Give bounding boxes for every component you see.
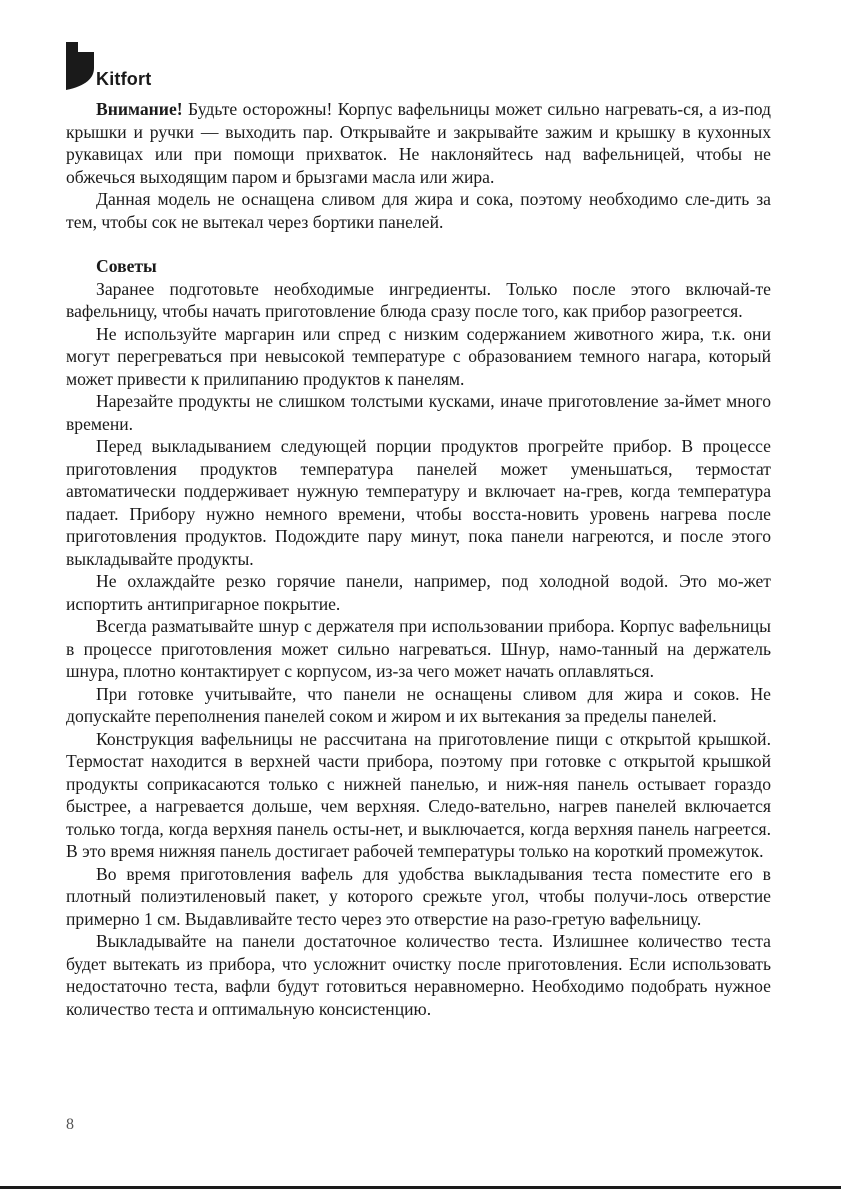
tips-paragraph: При готовке учитывайте, что панели не оснащены сливом для жира и соков. Не допускайте переполнения панелей соком и жиром и их вытекания за пределы панелей. bbox=[66, 683, 771, 726]
tips-paragraph: Перед выкладыванием следующей порции продуктов прогрейте прибор. В процессе приготовления продуктов температура панелей может уменьшаться, термостат автоматически поддерживает нужную температуру и включает на-грев, когда температура падает. Прибору нужно немного времени, чтобы восста-новить уровень нагрева после приготовления продуктов. Подождите пару минут, пока панели нагреются, и после этого выкладывайте продукты. bbox=[66, 436, 771, 569]
tips-paragraph: Во время приготовления вафель для удобства выкладывания теста поместите его в плотный полиэтиленовый пакет, у которого срежьте угол, чтобы получи-лось отверстие примерно 1 см. Выдавливайте тесто через это отверстие на разо-гретую вафельницу. bbox=[66, 863, 771, 929]
section-gap bbox=[66, 233, 771, 255]
warning-text: Будьте осторожны! Корпус вафельницы может сильно нагревать-ся, а из-под крышки и ручки — выходить пар. Открывайте и закрывайте зажим и крышку в кухонных рукавицах или при помощи прихваток. Не наклоняйтесь над вафельницей, чтобы не обжечься выходящим паром и брызгами масла или жира. bbox=[66, 99, 771, 187]
tips-paragraph: Выкладывайте на панели достаточное количество теста. Излишнее количество теста будет вытекать из прибора, что усложнит очистку после приготовления. Если использовать недостаточно теста, вафли будут готовиться неравномерно. Необходимо подобрать нужное количество теста и оптимальную консистенцию. bbox=[66, 931, 771, 1019]
tips-paragraph: Всегда разматывайте шнур с держателя при использовании прибора. Корпус вафельницы в процессе приготовления может сильно нагреваться. Шнур, намо-танный на держатель шнура, плотно контактирует с корпусом, из-за чего может начать оплавляться. bbox=[66, 616, 771, 681]
tips-paragraph: Не используйте маргарин или спред с низким содержанием животного жира, т.к. они могут перегреваться при невысокой температуре с образованием темного нагара, который может привести к прилипанию продуктов к панелям. bbox=[66, 323, 771, 389]
warning-lead: Внимание! bbox=[96, 99, 183, 119]
tips-paragraph: Нарезайте продукты не слишком толстыми кусками, иначе приготовление за-ймет много времени. bbox=[66, 391, 771, 434]
page-number: 8 bbox=[66, 1116, 74, 1133]
tips-heading: Советы bbox=[96, 256, 157, 276]
brand-name: Kitfort bbox=[96, 69, 152, 89]
tips-paragraph: Заранее подготовьте необходимые ингредиенты. Только после этого включай-те вафельницу, чтобы начать приготовление блюда сразу после того, как прибор разогреется. bbox=[66, 278, 771, 321]
tips-paragraph: Не охлаждайте резко горячие панели, например, под холодной водой. Это мо-жет испортить антипригарное покрытие. bbox=[66, 571, 771, 614]
warning-paragraph bbox=[66, 98, 771, 188]
no-drain-paragraph: Данная модель не оснащена сливом для жира и сока, поэтому необходимо сле-дить за тем, чтобы сок не вытекал через бортики панелей. bbox=[66, 189, 771, 232]
kitfort-flag-icon bbox=[66, 42, 94, 90]
document-body bbox=[66, 98, 771, 1020]
tips-paragraph: Конструкция вафельницы не рассчитана на приготовление пищи с открытой крышкой. Термостат находится в верхней части прибора, поэтому при готовке с открытой крышкой продукты соприкасаются только с нижней панелью, и ниж-няя панель остывает гораздо быстрее, а нагревается дольше, чем верхняя. Следо-вательно, нагрев панелей включается только тогда, когда верхняя панель осты-нет, и выключается, когда верхняя панель нагреется. В это время нижняя панель достигает рабочей температуры только на короткий промежуток. bbox=[66, 728, 771, 861]
brand-logo bbox=[66, 42, 151, 90]
